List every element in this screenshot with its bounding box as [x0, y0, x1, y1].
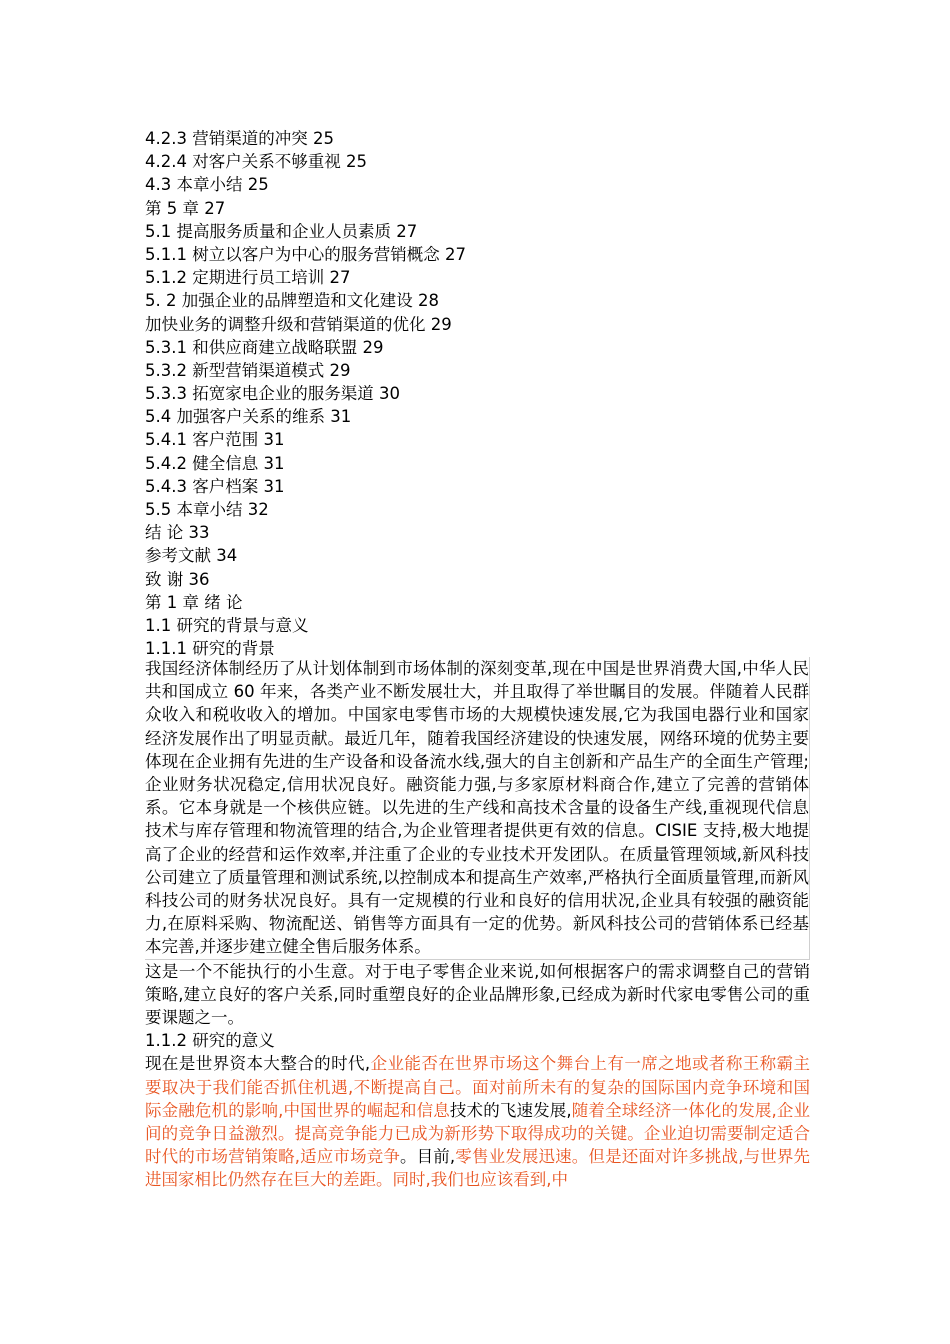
paragraph: 这是一个不能执行的小生意。对于电子零售企业来说,如何根据客户的需求调整自己的营销策略,建立良好的客户关系,同时重塑良好的企业品牌形象,已经成为新时代家电零售公司的重要课题之一。	[145, 961, 810, 1028]
toc-entry[interactable]: 致 谢 36	[145, 569, 210, 589]
toc-entry[interactable]: 参考文献 34	[145, 546, 238, 566]
document-body	[145, 657, 810, 1192]
toc-entry[interactable]: 5.1.1 树立以客户为中心的服务营销概念 27	[145, 244, 466, 264]
toc-entry[interactable]: 4.2.4 对客户关系不够重视 25	[145, 152, 367, 172]
toc-entry[interactable]: 5.3.2 新型营销渠道模式 29	[145, 360, 351, 380]
toc-entry[interactable]: 5.3.1 和供应商建立战略联盟 29	[145, 337, 384, 357]
text-span: 现在是世界资本大整合的时代,	[145, 1054, 371, 1074]
toc-entry[interactable]: 加快业务的调整升级和营销渠道的优化 29	[145, 314, 452, 334]
highlighted-text: 随着全球经济一体化的发展,企业间的竞争日益激烈。提高竞争能力已成为新形势下取得成功的关键。企业迫切需要制定适合时代的市场营销策略,适应市场竞争	[145, 1100, 811, 1167]
toc-entry[interactable]: 5.4.1 客户范围 31	[145, 430, 285, 450]
toc-entry[interactable]: 5.1 提高服务质量和企业人员素质 27	[145, 221, 418, 241]
table-of-contents	[145, 127, 825, 660]
chapter-heading: 第 1 章 绪 论	[145, 592, 243, 612]
toc-entry[interactable]: 第 5 章 27	[145, 198, 226, 218]
highlighted-text: 零售业发展迅速。但是还面对许多挑战,与世界先进国家相比仍然存在巨大的差距。同时,我们也应该看到,中	[145, 1147, 811, 1190]
toc-entry[interactable]: 结 论 33	[145, 523, 210, 543]
highlighted-text: 企业能否在世界市场这个舞台上有一席之地或者称王称霸主要取决于我们能否抓住机遇,不断提高自己。面对前所未有的复杂的国际国内竞争环境和国际金融危机的影响,中国世界的崛起和信息	[145, 1054, 811, 1120]
toc-entry[interactable]: 5.5 本章小结 32	[145, 500, 269, 519]
toc-entry[interactable]: 5.4.2 健全信息 31	[145, 453, 285, 473]
subsection-heading: 1.1.2 研究的意义	[145, 1031, 275, 1051]
toc-entry[interactable]: 5.4.3 客户档案 31	[145, 476, 285, 496]
toc-entry[interactable]: 5.1.2 定期进行员工培训 27	[145, 268, 351, 288]
subsection-heading: 1.1.1 研究的背景	[145, 639, 275, 659]
text-span: 技术的飞速发展,	[449, 1100, 572, 1120]
toc-entry[interactable]: 4.2.3 营销渠道的冲突 25	[145, 129, 334, 148]
toc-entry[interactable]: 5.3.3 拓宽家电企业的服务渠道 30	[145, 384, 400, 404]
significance-paragraph	[145, 1052, 810, 1191]
toc-entry[interactable]: 5. 2 加强企业的品牌塑造和文化建设 28	[145, 291, 439, 311]
text-span: 。目前,	[400, 1147, 456, 1167]
section-heading: 1.1 研究的背景与意义	[145, 615, 309, 635]
toc-entry[interactable]: 5.4 加强客户关系的维系 31	[145, 407, 352, 427]
background-paragraph: 我国经济体制经历了从计划体制到市场体制的深刻变革,现在中国是世界消费大国,中华人民共和国成立 60 年来，各类产业不断发展壮大，并且取得了举世瞩目的发展。伴随着人民群众收入和税收收入的增加。中国家电零售市场的大规模快速发展,它为我国电器行业和国家经济发展作出了明显贡献。最近几年，随着我国经济建设的快速发展，网络环境的优势主要体现在企业拥有先进的生产设备和设备流水线,强大的自主创新和产品生产的全面生产管理;企业财务状况稳定,信用状况良好。融资能力强,与多家原材料商合作,建立了完善的营销体系。它本身就是一个核供应链。以先进的生产线和高技术含量的设备生产线,重视现代信息技术与库存管理和物流管理的结合,为企业管理者提供更有效的信息。CISIE 支持,极大地提高了企业的经营和运作效率,并注重了企业的专业技术开发团队。在质量管理领域,新风科技公司建立了质量管理和测试系统,以控制成本和提高生产效率,严格执行全面质量管理,而新风科技公司的财务状况良好。具有一定规模的行业和良好的信用状况,企业具有较强的融资能力,在原料采购、物流配送、销售等方面具有一定的优势。新风科技公司的营销体系已经基本完善,并逐步建立健全售后服务体系。	[145, 657, 810, 960]
toc-entry[interactable]: 4.3 本章小结 25	[145, 175, 269, 195]
